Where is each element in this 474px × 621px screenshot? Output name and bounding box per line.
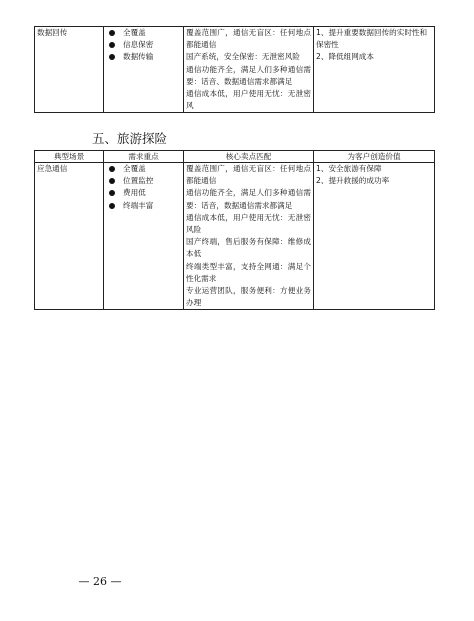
page-number: — 26 —	[78, 575, 122, 588]
data-return-table	[34, 26, 435, 113]
column-header: 典型场景	[35, 151, 104, 163]
value-item: 1、提升重要数据回传的实时性和保密性	[316, 28, 428, 50]
selling-points-cell	[184, 27, 314, 113]
list-item: 全覆盖	[106, 163, 181, 175]
selling-point: 覆盖范围广，通信无盲区：任何地点都能通信	[186, 164, 311, 186]
selling-point: 通信功能齐全，满足人们多种通信需要：话音，数据通信需求都满足	[186, 188, 311, 210]
travel-exploration-table	[34, 150, 435, 310]
needs-cell	[104, 27, 184, 113]
column-header: 需求重点	[104, 151, 184, 163]
section-heading: 五、旅游探险	[92, 131, 168, 146]
selling-point: 国产终端，售后服务有保障：维修成本低	[186, 237, 311, 259]
selling-point: 覆盖范围广，通信无盲区：任何地点都能通信	[186, 28, 311, 50]
table-row	[35, 27, 435, 113]
table-row	[35, 163, 435, 310]
value-item: 1、安全旅游有保障	[316, 164, 382, 173]
value-item: 2、降低组网成本	[316, 52, 374, 62]
customer-value-cell	[314, 27, 435, 113]
list-item: 全覆盖	[106, 27, 181, 39]
list-item: 费用低	[106, 187, 181, 199]
needs-cell	[104, 163, 184, 310]
scene-cell: 数据回传	[35, 27, 104, 113]
customer-value-cell	[314, 163, 435, 310]
selling-point: 专业运营团队，服务便利：方便业务办理	[186, 286, 311, 308]
table-header-row	[35, 151, 435, 163]
value-item: 2、提升救援的成功率	[316, 176, 390, 186]
selling-point: 通信功能齐全，满足人们多种通信需要：话音、数据通信需求都满足	[186, 64, 311, 86]
selling-points-cell	[184, 163, 314, 310]
selling-point: 通信成本低，用户使用无忧：无泄密风	[186, 89, 311, 111]
list-item: 数据传输	[106, 51, 181, 63]
selling-point: 终端类型丰富，支持全网通：满足个性化需求	[186, 261, 311, 283]
selling-point: 国产系统，安全保密：无泄密风险	[186, 52, 300, 62]
column-header: 核心卖点匹配	[184, 151, 314, 163]
column-header: 为客户创造价值	[314, 151, 435, 163]
list-item: 信息保密	[106, 39, 181, 51]
scene-cell: 应急通信	[35, 163, 104, 310]
list-item: 位置监控	[106, 175, 181, 187]
list-item: 终端丰富	[106, 200, 181, 212]
selling-point: 通信成本低，用户使用无忧：无泄密风险	[186, 212, 311, 235]
